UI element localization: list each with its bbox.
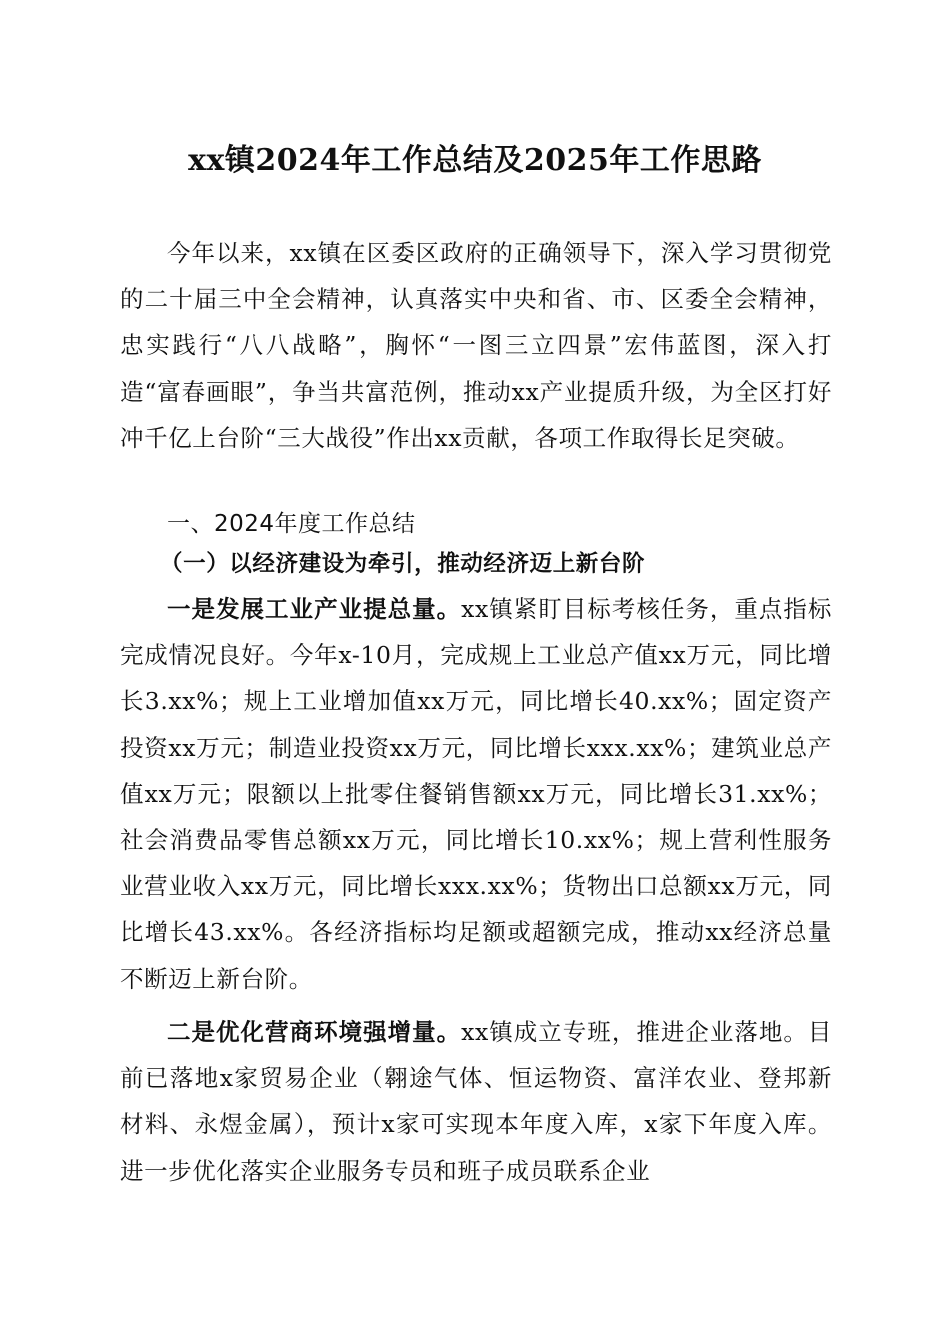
intro-paragraph: 今年以来，xx镇在区委区政府的正确领导下，深入学习贯彻党的二十届三中全会精神，认真落实中央和省、市、区委全会精神，忠实践行“八八战略”，胸怀“一图三立四景”宏伟蓝图，深入打造“富春画眼”，争当共富范例，推动xx产业提质升级，为全区打好冲千亿上台阶“三大战役”作出xx贡献，各项工作取得长足突破。	[120, 239, 832, 452]
paragraph-text: xx镇成立专班，推进企业落地。目前已落地x家贸易企业（翱途气体、恒运物资、富洋农业、登邦新材料、永煜金属），预计x家可实现本年度入库，x家下年度入库。进一步优化落实企业服务专员和班子成员联系企业	[120, 1018, 833, 1185]
body-paragraph	[120, 1009, 832, 1194]
document-title: xx镇2024年工作总结及2025年工作思路	[188, 143, 762, 178]
paragraph-lead: 一是发展工业产业提总量。	[167, 595, 462, 623]
paragraph-text: xx镇紧盯目标考核任务，重点指标完成情况良好。今年x-10月，完成规上工业总产值xx万元，同比增长3.xx%；规上工业增加值xx万元，同比增长40.xx%；固定资产投资xx万元；制造业投资xx万元，同比增长xxx.xx%；建筑业总产值xx万元；限额以上批零住餐销售额xx万元，同比增长31.xx%；社会消费品零售总额xx万元，同比增长10.xx%；规上营利性服务业营业收入xx万元，同比增长xxx.xx%；货物出口总额xx万元，同比增长43.xx%。各经济指标均足额或超额完成，推动xx经济总量不断迈上新台阶。	[120, 595, 833, 993]
body-paragraph	[120, 586, 832, 1002]
paragraph-lead: 二是优化营商环境强增量。	[167, 1018, 462, 1046]
section-heading: 一、2024年度工作总结	[167, 511, 416, 537]
subsection-heading: （一）以经济建设为牵引，推动经济迈上新台阶	[160, 551, 646, 577]
